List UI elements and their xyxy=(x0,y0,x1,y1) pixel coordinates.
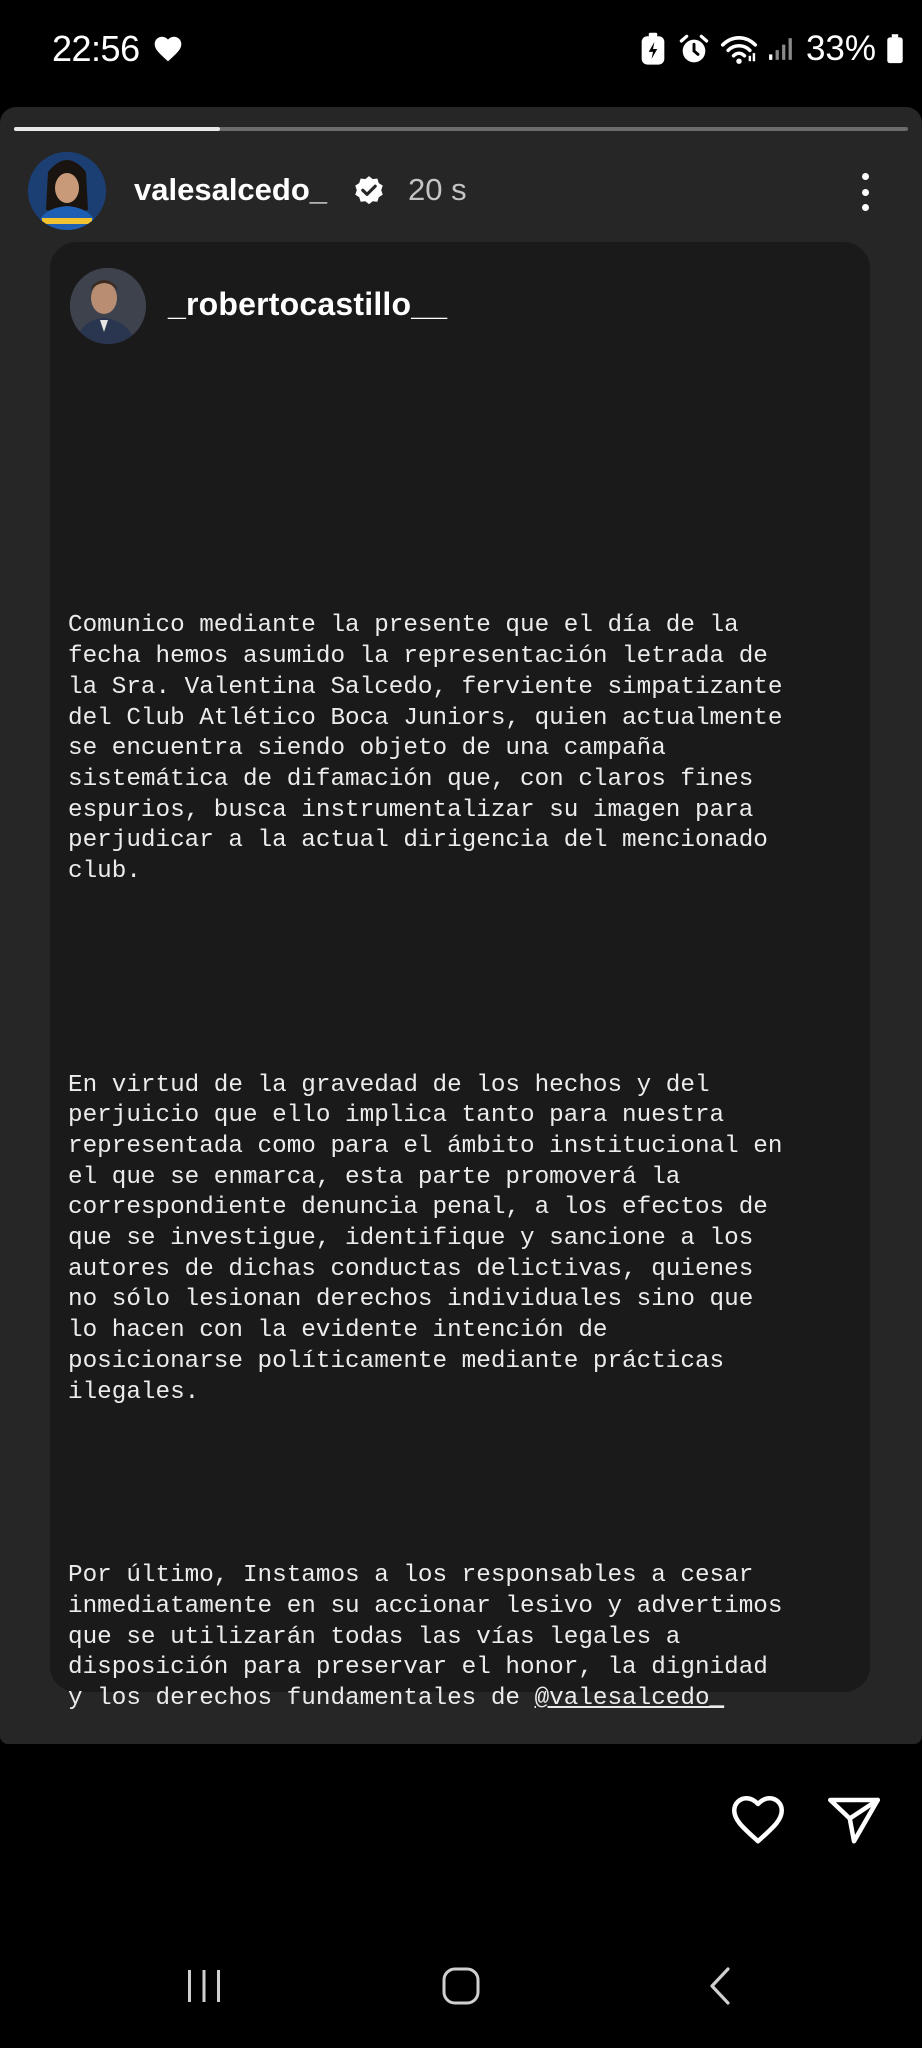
battery-percent: 33% xyxy=(805,29,876,68)
post-avatar-image xyxy=(70,268,146,344)
story-time-ago: 20 s xyxy=(408,172,467,207)
story-username[interactable]: valesalcedo_ xyxy=(134,172,328,207)
heart-icon xyxy=(152,33,184,63)
wifi-icon xyxy=(720,32,758,66)
story-viewer[interactable] xyxy=(0,107,922,1744)
signal-icon xyxy=(768,32,794,66)
status-bar xyxy=(0,0,922,100)
avatar-image xyxy=(28,152,106,230)
more-vertical-icon[interactable] xyxy=(845,167,885,217)
recents-icon[interactable] xyxy=(184,1968,224,2004)
status-time: 22:56 xyxy=(52,28,140,69)
avatar[interactable] xyxy=(70,268,146,344)
send-icon[interactable] xyxy=(824,1790,884,1850)
heart-outline-icon[interactable] xyxy=(728,1790,788,1850)
post-paragraph-3-text: Por último, Instamos a los responsables a cesar inmediatamente en su accionar lesivo y advertimos que se utilizarán todas las vías legales a disposición para preservar el honor, la dignidad y los derechos fundamentales de xyxy=(68,1562,783,1712)
post-username[interactable]: _robertocastillo__ xyxy=(168,286,448,322)
alarm-icon xyxy=(678,32,710,66)
mention-link[interactable]: @valesalcedo_ xyxy=(534,1684,725,1712)
story-progress-fill xyxy=(14,127,220,131)
back-icon[interactable] xyxy=(706,1966,734,2006)
post-paragraph-2: En virtud de la gravedad de los hechos y del perjuicio que ello implica tanto para nuestra representada como para el ámbito institucional en el que se enmarca, esta parte promoverá la correspondiente denuncia penal, a los efectos de que se investigue, identifique y sancione a los autores de dichas conductas delictivas, quienes no sólo lesionan derechos individuales sino que lo hacen con la evidente intención de posicionarse políticamente mediante prácticas ilegales. xyxy=(68,1071,783,1406)
battery-saver-icon xyxy=(638,32,668,66)
verified-badge-icon xyxy=(352,174,386,208)
shared-post[interactable] xyxy=(50,242,870,1712)
post-paragraph-3 xyxy=(68,1561,868,1715)
status-icons xyxy=(638,24,904,74)
story-progress-bar xyxy=(14,127,908,131)
avatar[interactable] xyxy=(28,152,106,230)
post-paragraph-1: Comunico mediante la presente que el día de la fecha hemos asumido la representación letrada de la Sra. Valentina Salcedo, ferviente simpatizante del Club Atlético Boca Juniors, quien actualmente se encuentra siendo objeto de una campaña sistemática de difamación que, con claros fines espurios, busca instrumentalizar su imagen para perjudicar a la actual dirigencia del mencionado club. xyxy=(68,612,783,886)
home-icon[interactable] xyxy=(441,1966,481,2006)
battery-icon xyxy=(886,32,904,66)
post-text xyxy=(68,550,868,1744)
